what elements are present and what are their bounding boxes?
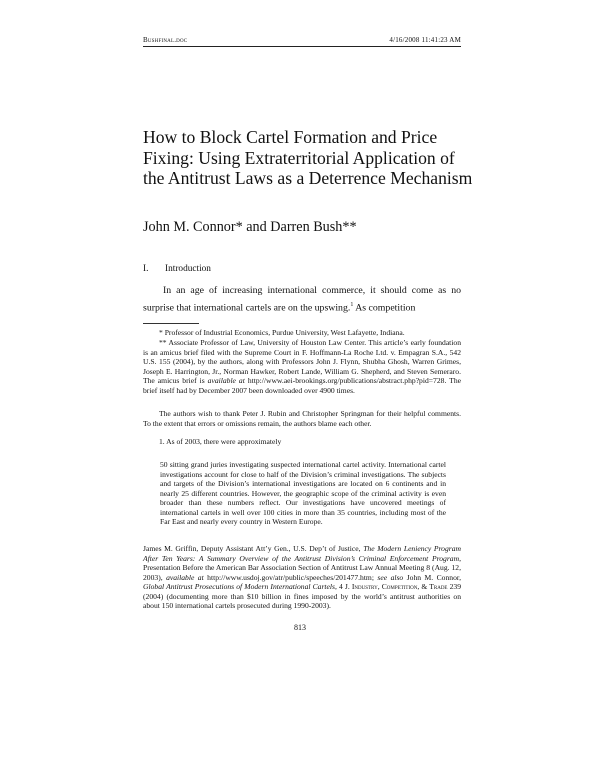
footnote-dstar-url: http://www.aei-brookings.org/publications/abstract.php?pid=728. The brief itself had by December 2007 been downloaded over 4900 times. <box>143 376 461 395</box>
cite-journal: Industry, Competition, & Trade <box>351 582 448 592</box>
cite-url: http://www.usdoj.gov/atr/public/speeches/201477.htm; <box>203 572 378 582</box>
cite-title: The Modern Leniency Program After Ten Years: A Summary Overview of the Antitrust Division’s Criminal Enforcement Program <box>143 544 462 563</box>
footnote-star: * Professor of Industrial Economics, Purdue University, West Lafayette, Indiana. <box>159 328 405 337</box>
footnote-separator <box>143 323 199 324</box>
footnote-thanks: The authors wish to thank Peter J. Rubin and Christopher Springman for their helpful comments. To the extent that errors or omissions remain, the authors blame each other. <box>143 409 461 428</box>
cite-title: Global Antitrust Prosecutions of Modern International Cartels <box>143 582 335 592</box>
section-number: I. <box>143 264 149 274</box>
footnote-1-citation <box>143 544 461 611</box>
block-quote: 50 sitting grand juries investigating suspected international cartel activity. International cartel investigations account for close to half of the Division’s criminal investigations. The subjects and targets of the Division’s international investigations are located on 6 continents and in nearly 25 different countries. However, the geographic scope of the criminal activity is even broader than these numbers reflect. Our investigations have uncovered meetings of international cartels in well over 100 cities in more than 35 countries, including most of the Far East and nearly every country in Western Europe. <box>160 460 446 527</box>
section-heading <box>143 264 211 274</box>
header-timestamp: 4/16/2008 11:41:23 AM <box>389 36 461 44</box>
footnote-1: 1. As of 2003, there were approximately <box>159 437 282 446</box>
article-title: How to Block Cartel Formation and Price Fixing: Using Extraterritorial Application of the Antitrust Laws as a Deterrence Mechanism <box>143 127 473 188</box>
cite-part: 239 (2004) (documenting more than $10 billion in fines imposed by the world’s antitrust authorities on about 150 international cartels prosecuted during 1990-2003). <box>143 582 462 611</box>
running-header <box>143 36 461 44</box>
cite-part: , 4 J. <box>334 582 352 592</box>
section-title: Introduction <box>165 264 211 274</box>
cite-part: James M. Griffin, Deputy Assistant Att’y Gen., U.S. Dep’t of Justice, <box>143 544 364 553</box>
body-text: In an age of increasing international commerce, it should come as no surprise that international cartels are on the upswing. <box>143 285 461 314</box>
body-text-continued: As competition <box>353 302 416 314</box>
cite-part: , Presentation Before the American Bar Association Section of Antitrust Law Annual Meeting 8 (Aug. 12, 2003), <box>143 553 461 582</box>
footnote-double-star <box>143 338 461 395</box>
article-authors: John M. Connor* and Darren Bush** <box>143 219 357 235</box>
body-paragraph <box>143 284 461 316</box>
footnote-dstar-text: ** Associate Professor of Law, University of Houston Law Center. This article’s early foundation is an amicus brief filed with the Supreme Court in F. Hoffmann-La Roche Ltd. v. Empagran S.A., 542 U.S. 155 (2004), by the authors, along with Professors John J. Flynn, Shubha Ghosh, Warren Grimes, Joseph E. Harrington, Jr., Norman Hawker, Robert Lande, William G. Shepherd, and Steven Semeraro. The amicus brief is <box>143 338 461 386</box>
page-number: 813 <box>294 623 306 632</box>
footnote-dstar-italic: available at <box>207 376 245 386</box>
cite-part: John M. Connor, <box>403 572 461 582</box>
cite-signal: see also <box>377 572 404 582</box>
header-filename: Bushfinal.doc <box>143 36 188 44</box>
cite-signal: available at <box>166 572 204 582</box>
header-rule <box>143 46 461 47</box>
footnote-reference[interactable]: 1 <box>350 302 354 309</box>
